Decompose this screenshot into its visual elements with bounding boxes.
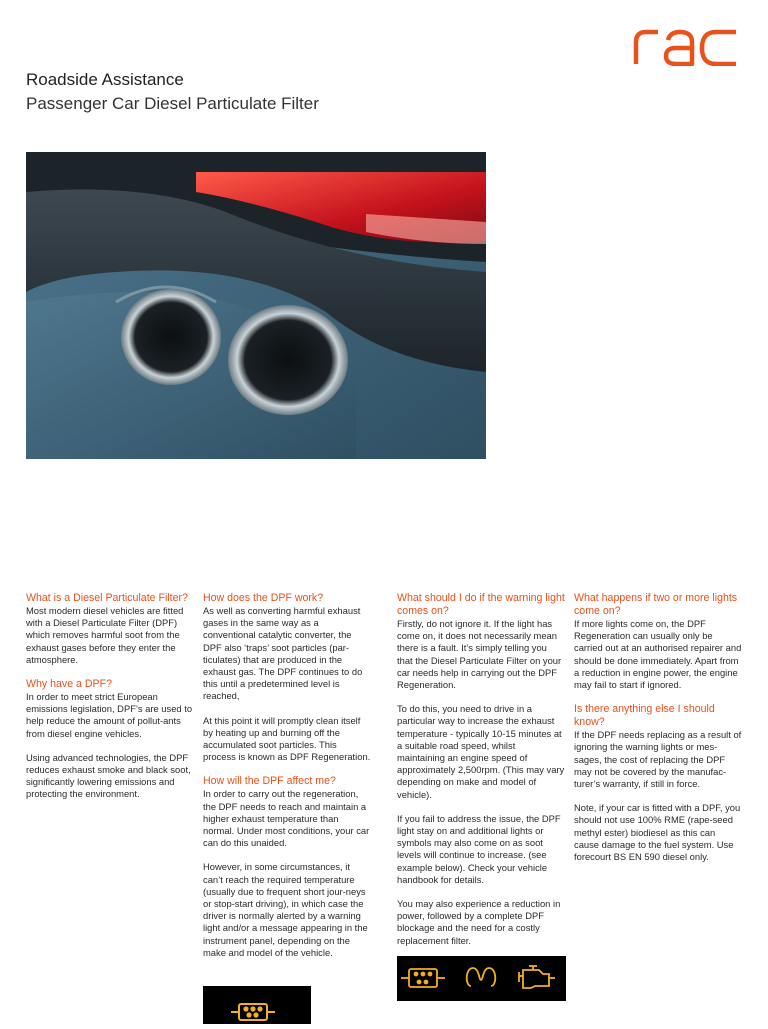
heading-affect: How will the DPF affect me? <box>203 775 336 788</box>
text-warning-4: You may also experience a reduction in power, followed by a complete DPF blockage and the need for a costly replacement filter. <box>397 898 561 946</box>
warning-light-panel-row <box>397 956 566 1001</box>
dpf-warning-icon <box>231 1004 275 1020</box>
text-affect-2: However, in some circumstances, it can’t reach the required temperature (usually due to frequent short jour-neys or stop-start driving), in which case the driver is normally alerted by a warning light and/or a message appearing in the instrument panel, depending on the make and model of the vehicle. <box>203 861 368 958</box>
text-warning-1: Firstly, do not ignore it. If the light has come on, it does not necessarily mean there is a fault. It’s simply telling you that the Diesel Particulate Filter on your car needs help in carrying out the DPF Regeneration. <box>397 618 562 691</box>
heading-what-is-dpf: What is a Diesel Particulate Filter? <box>26 592 188 604</box>
text-two-lights: If more lights come on, the DPF Regeneration can usually only be carried out at an authorised repairer and should be done immediately. Apart from a reduction in engine power, the engine may fail to start if ignored. <box>574 618 742 691</box>
text-what-is-dpf: Most modern diesel vehicles are fitted with a Diesel Particulate Filter (DPF) which removes harmful soot from the exhaust gases before they enter the atmosphere. <box>26 605 184 665</box>
column-1 <box>26 592 194 813</box>
text-anything-else-1: If the DPF needs replacing as a result of ignoring the warning lights or mes-sages, the cost of replacing the DPF may not be covered by the manufac-turer’s warranty, if still in force. <box>574 729 742 790</box>
heading-why-dpf: Why have a DPF? <box>26 678 112 691</box>
page-title: Roadside Assistance <box>26 70 184 89</box>
heading-two-lights: What happens if two or more lights come on? <box>574 592 738 617</box>
page-subtitle: Passenger Car Diesel Particulate Filter <box>26 94 319 113</box>
hero-exhaust-image <box>26 152 486 459</box>
text-warning-3: If you fail to address the issue, the DPF light stay on and additional lights or symbols may also come on as soot levels will continue to increase. (see example below). Check your vehicle handbook for details. <box>397 812 561 885</box>
column-2 <box>203 592 371 971</box>
text-warning-2: To do this, you need to drive in a particular way to increase the exhaust temperature - typically 10-15 minutes at a suitable road speed, whilst maintaining an engine speed of approximately 2,500rpm. (This may vary depending on make and model of vehicle). <box>397 703 565 800</box>
dpf-warning-icon <box>401 969 445 987</box>
text-why-dpf-1: In order to meet strict European emissions legislation, DPF’s are used to help reduce the amount of pollut-ants from diesel engine vehicles. <box>26 691 193 739</box>
column-3 <box>397 592 565 959</box>
text-why-dpf-2: Using advanced technologies, the DPF reduces exhaust smoke and black soot, significantly lowering emissions and protecting the environment. <box>26 751 191 800</box>
heading-anything-else: Is there anything else I should know? <box>574 703 715 729</box>
text-anything-else-2: Note, if your car is fitted with a DPF, you should not use 100% RME (rape-seed methyl ester) biodiesel as this can cause damage to the fuel system. Use forecourt BS EN 590 diesel only. <box>574 802 741 863</box>
engine-warning-icon <box>519 966 555 988</box>
warning-light-panel-single <box>203 986 311 1024</box>
text-affect-1: In order to carry out the regeneration, the DPF needs to reach and maintain a higher exhaust temperature than normal. Under most conditions, your car can do this unaided. <box>203 788 370 849</box>
text-how-work-2: At this point it will promptly clean itself by heating up and burning off the accumulated soot particles. This process is known as DPF Regeneration. <box>203 714 371 763</box>
rac-logo <box>632 26 742 66</box>
glow-plug-icon <box>467 968 496 986</box>
heading-how-work: How does the DPF work? <box>203 592 324 604</box>
heading-warning: What should I do if the warning light comes on? <box>397 592 565 617</box>
column-4 <box>574 592 742 875</box>
text-how-work-1: As well as converting harmful exhaust gases in the same way as a conventional catalytic converter, the DPF also ‘traps’ soot particles (par-ticulates) that are produced in the exhaust gas. The DPF continues to do this until a predetermined level is reached, <box>203 605 363 702</box>
